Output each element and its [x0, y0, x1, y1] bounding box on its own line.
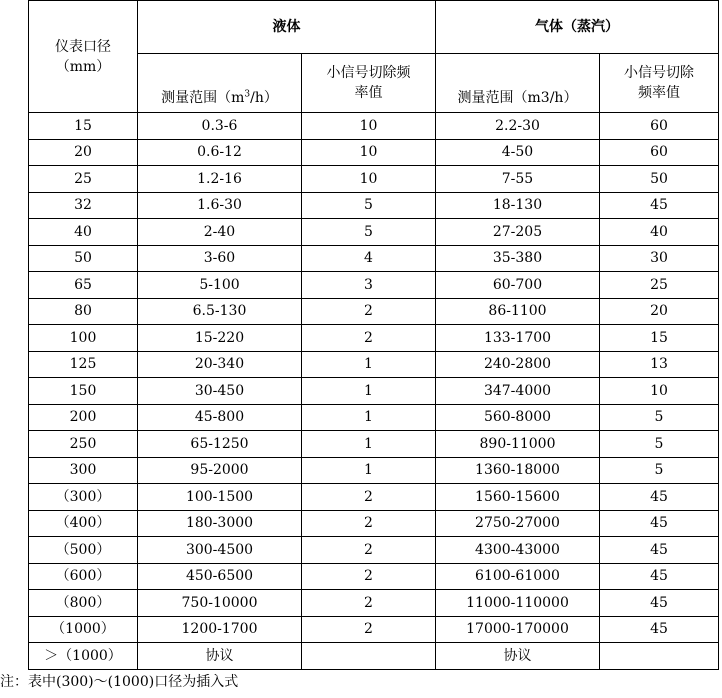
liquid-range-cell: 300-4500: [138, 537, 302, 564]
size-cell: 150: [29, 378, 138, 405]
size-cell: （500）: [29, 537, 138, 564]
size-cell: 15: [29, 113, 138, 140]
gas-range-cell: 60-700: [436, 272, 600, 299]
size-cell: （400）: [29, 510, 138, 537]
liquid-cutoff-cell: 2: [302, 537, 436, 564]
gas-cutoff-cell: 60: [600, 139, 719, 166]
table-row: [29, 404, 719, 431]
liquid-cutoff-cell: 2: [302, 510, 436, 537]
liquid-range-cell: 1.2-16: [138, 166, 302, 193]
gas-cutoff-cell: 5: [600, 404, 719, 431]
liquid-range-cell: 100-1500: [138, 484, 302, 511]
liquid-range-cell: 450-6500: [138, 563, 302, 590]
liquid-cutoff-cell: 1: [302, 457, 436, 484]
gas-cutoff-cell: 40: [600, 219, 719, 246]
gas-range-cell: 347-4000: [436, 378, 600, 405]
gas-cutoff-cell: 45: [600, 563, 719, 590]
table-row: [29, 537, 719, 564]
gas-cutoff-cell: 20: [600, 298, 719, 325]
liquid-range-cell: 45-800: [138, 404, 302, 431]
size-cell: 250: [29, 431, 138, 458]
liquid-cutoff-cell: 1: [302, 404, 436, 431]
gas-range-cell: 7-55: [436, 166, 600, 193]
gas-range-cell: 1360-18000: [436, 457, 600, 484]
liquid-range-cell: 65-1250: [138, 431, 302, 458]
liquid-cutoff-cell: [302, 643, 436, 670]
gas-range-header: 测量范围（m3/h）: [436, 54, 600, 113]
table-row: [29, 484, 719, 511]
footnote: 注：表中(300)～(1000)口径为插入式: [0, 674, 239, 690]
liquid-range-cell: 0.3-6: [138, 113, 302, 140]
gas-range-cell: 4-50: [436, 139, 600, 166]
liquid-range-cell: 30-450: [138, 378, 302, 405]
gas-range-cell: 17000-170000: [436, 616, 600, 643]
liquid-range-cell: 3-60: [138, 245, 302, 272]
gas-cutoff-cell: [600, 643, 719, 670]
liquid-cutoff-cell: 5: [302, 219, 436, 246]
liquid-cutoff-cell: 2: [302, 563, 436, 590]
liquid-range-cell: 5-100: [138, 272, 302, 299]
gas-range-cell: 11000-110000: [436, 590, 600, 617]
liquid-range-header: 测量范围$(m^3/h)$: [138, 54, 302, 113]
gas-cutoff-cell: 45: [600, 616, 719, 643]
gas-range-cell: 2750-27000: [436, 510, 600, 537]
liquid-range-cell: 6.5-130: [138, 298, 302, 325]
gas-cutoff-cell: 5: [600, 431, 719, 458]
gas-cutoff-cell: 45: [600, 192, 719, 219]
liquid-cutoff-header: 小信号切除频 率值: [302, 54, 436, 113]
gas-range-cell: 6100-61000: [436, 563, 600, 590]
size-cell: ＞（1000）: [29, 643, 138, 670]
gas-range-cell: 4300-43000: [436, 537, 600, 564]
size-cell: 300: [29, 457, 138, 484]
gas-range-cell: 240-2800: [436, 351, 600, 378]
size-cell: 50: [29, 245, 138, 272]
size-cell: （300）: [29, 484, 138, 511]
liquid-cutoff-cell: 2: [302, 484, 436, 511]
liquid-range-cell: 180-3000: [138, 510, 302, 537]
table-row: [29, 563, 719, 590]
liquid-cutoff-cell: 10: [302, 113, 436, 140]
size-cell: 20: [29, 139, 138, 166]
liquid-group-header: 液体: [138, 1, 436, 54]
size-cell: 125: [29, 351, 138, 378]
table-row-last: [29, 643, 719, 670]
gas-range-cell: 890-11000: [436, 431, 600, 458]
liquid-range-cell: 2-40: [138, 219, 302, 246]
gas-range-cell: 18-130: [436, 192, 600, 219]
liquid-range-cell: 95-2000: [138, 457, 302, 484]
table-row: [29, 298, 719, 325]
gas-cutoff-cell: 45: [600, 510, 719, 537]
gas-range-cell: 协议: [436, 643, 600, 670]
liquid-cutoff-cell: 1: [302, 378, 436, 405]
gas-range-cell: 35-380: [436, 245, 600, 272]
size-header: [29, 1, 138, 113]
size-header-line1: 仪表口径: [55, 38, 111, 55]
liquid-cutoff-cell: 2: [302, 298, 436, 325]
gas-cutoff-cell: 45: [600, 537, 719, 564]
table-row: [29, 272, 719, 299]
gas-cutoff-cell: 10: [600, 378, 719, 405]
liquid-range-cell: 15-220: [138, 325, 302, 352]
gas-cutoff-cell: 15: [600, 325, 719, 352]
liquid-range-cell: 1.6-30: [138, 192, 302, 219]
liquid-cutoff-cell: 2: [302, 325, 436, 352]
table-row: [29, 139, 719, 166]
gas-cutoff-cell: 45: [600, 590, 719, 617]
size-cell: （600）: [29, 563, 138, 590]
liquid-cutoff-cell: 1: [302, 351, 436, 378]
size-cell: 25: [29, 166, 138, 193]
table-row: [29, 351, 719, 378]
liquid-cutoff-cell: 2: [302, 616, 436, 643]
gas-range-cell: 560-8000: [436, 404, 600, 431]
gas-group-header: 气体（蒸汽）: [436, 1, 719, 54]
liquid-range-cell: 750-10000: [138, 590, 302, 617]
gas-cutoff-cell: 45: [600, 484, 719, 511]
liquid-cutoff-cell: 3: [302, 272, 436, 299]
liquid-range-cell: 20-340: [138, 351, 302, 378]
gas-range-cell: 86-1100: [436, 298, 600, 325]
size-cell: 80: [29, 298, 138, 325]
liquid-cutoff-cell: 2: [302, 590, 436, 617]
size-cell: （800）: [29, 590, 138, 617]
liquid-cutoff-cell: 1: [302, 431, 436, 458]
liquid-cutoff-cell: 4: [302, 245, 436, 272]
gas-range-cell: 1560-15600: [436, 484, 600, 511]
table-row: [29, 245, 719, 272]
size-cell: 32: [29, 192, 138, 219]
flowmeter-spec-table: [28, 0, 719, 670]
size-cell: 200: [29, 404, 138, 431]
table-row: [29, 325, 719, 352]
table-row: [29, 616, 719, 643]
table-row: [29, 166, 719, 193]
table-row: [29, 113, 719, 140]
header-row-top: [29, 1, 719, 54]
size-cell: 40: [29, 219, 138, 246]
liquid-cutoff-cell: 10: [302, 166, 436, 193]
liquid-cutoff-cell: 5: [302, 192, 436, 219]
gas-cutoff-cell: 60: [600, 113, 719, 140]
liquid-cutoff-cell: 10: [302, 139, 436, 166]
gas-cutoff-cell: 5: [600, 457, 719, 484]
gas-cutoff-cell: 50: [600, 166, 719, 193]
gas-cutoff-cell: 30: [600, 245, 719, 272]
size-header-line2: （mm）: [55, 58, 111, 75]
gas-range-cell: 27-205: [436, 219, 600, 246]
size-cell: 100: [29, 325, 138, 352]
table-row: [29, 510, 719, 537]
gas-range-cell: 133-1700: [436, 325, 600, 352]
gas-range-cell: 2.2-30: [436, 113, 600, 140]
gas-cutoff-cell: 13: [600, 351, 719, 378]
table-row: [29, 378, 719, 405]
table-row: [29, 590, 719, 617]
table-row: [29, 457, 719, 484]
liquid-range-cell: 协议: [138, 643, 302, 670]
size-cell: （1000）: [29, 616, 138, 643]
size-cell: 65: [29, 272, 138, 299]
table-row: [29, 219, 719, 246]
gas-cutoff-cell: 25: [600, 272, 719, 299]
liquid-range-cell: 1200-1700: [138, 616, 302, 643]
table-row: [29, 192, 719, 219]
liquid-range-cell: 0.6-12: [138, 139, 302, 166]
table-row: [29, 431, 719, 458]
gas-cutoff-header: 小信号切除 频率值: [600, 54, 719, 113]
